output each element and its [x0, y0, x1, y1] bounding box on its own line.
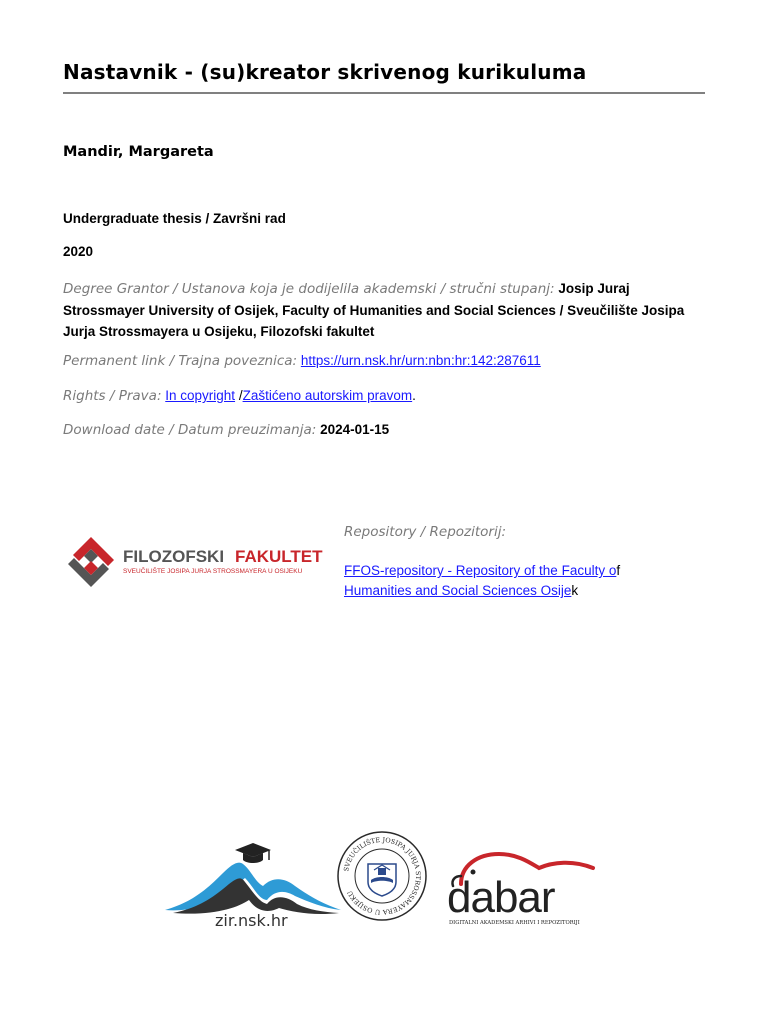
university-seal [336, 830, 428, 922]
dabar-subtitle: DIGITALNI AKADEMSKI ARHIVI I REPOZITORIJI [449, 920, 580, 926]
rights-separator: / [235, 388, 243, 403]
mountain-icon [165, 863, 341, 914]
zasticeno-link[interactable]: Zaštićeno autorskim pravom [242, 388, 413, 403]
rights-label: Rights / Prava: [63, 388, 162, 404]
in-copyright-link[interactable]: In copyright [165, 388, 236, 403]
graduation-cap-icon [235, 843, 271, 863]
faculty-word1: FILOZOFSKI [123, 547, 225, 566]
rights-period: . [412, 388, 416, 403]
seal-ring-text: SVEUČILIŠTE JOSIPA JURJA STROSSMAYERA U OSIJEKU [342, 835, 423, 917]
title-divider [63, 92, 705, 94]
permanent-link-row [63, 353, 708, 369]
faculty-subtitle: SVEUČILIŠTE JOSIPA JURJA STROSSMAYERA U OSIJEKU [123, 568, 303, 575]
page-title: Nastavnik - (su)kreator skrivenog kurikuluma [63, 60, 587, 84]
dabar-logo [443, 846, 608, 931]
permanent-link[interactable]: https://urn.nsk.hr/urn:nbn:hr:142:287611 [300, 353, 541, 368]
crest-icon [368, 864, 396, 896]
download-date-label: Download date / Datum preuzimanja: [63, 422, 317, 438]
repository-link-block [344, 561, 664, 601]
permanent-link-label: Permanent link / Trajna poveznica: [63, 353, 298, 369]
zir-logo [163, 838, 343, 933]
degree-grantor-label: Degree Grantor / Ustanova koja je dodijelila akademski / stručni stupanj: [63, 281, 555, 297]
author-name: Mandir, Margareta [63, 144, 214, 160]
repository-link-line2[interactable]: Humanities and Social Sciences Osije [344, 583, 572, 598]
repository-label: Repository / Repozitorij: [344, 524, 507, 540]
repository-link-line1[interactable]: FFOS-repository - Repository of the Faculty o [344, 563, 617, 578]
degree-grantor [63, 278, 708, 342]
faculty-word2: FAKULTET [235, 547, 323, 566]
repository-link-line2-tail: k [571, 583, 579, 598]
degree-grantor-value: Josip Juraj Strossmayer University of Osijek, Faculty of Humanities and Social Sciences / Sveučilište Josipa Jurja Strossmayera u Osijeku, Filozofski fakultet [63, 281, 685, 339]
zir-text: zir.nsk.hr [215, 911, 288, 930]
faculty-logo [64, 534, 326, 590]
download-date-value: 2024-01-15 [320, 422, 390, 437]
dabar-word: dabar [447, 873, 555, 922]
download-date-row [63, 422, 708, 438]
faculty-emblem-icon [68, 537, 114, 587]
document-year: 2020 [63, 244, 94, 259]
repository-link-line1-tail: f [616, 563, 621, 578]
document-type: Undergraduate thesis / Završni rad [63, 211, 286, 226]
rights-row [63, 388, 708, 404]
